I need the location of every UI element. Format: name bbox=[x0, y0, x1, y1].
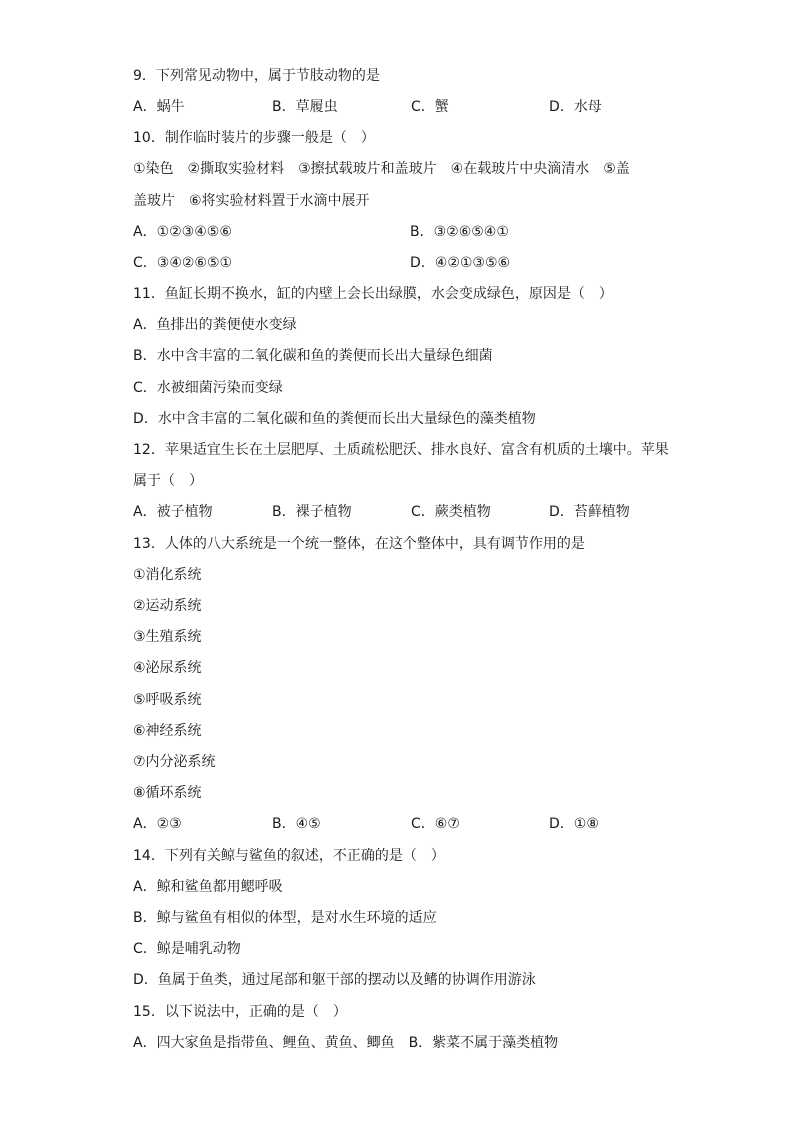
q11-option-b[interactable]: B．水中含丰富的二氧化碳和鱼的粪便而长出大量绿色细菌 bbox=[133, 348, 493, 364]
q13-item-6: ⑥神经系统 bbox=[133, 723, 202, 739]
q9-options bbox=[133, 97, 664, 117]
q11-stem: 11．鱼缸长期不换水，缸的内壁上会长出绿膜，水会变成绿色，原因是（ ） bbox=[133, 286, 613, 302]
q9-stem: 9．下列常见动物中，属于节肢动物的是 bbox=[133, 68, 380, 84]
q14-option-d[interactable]: D．鱼属于鱼类，通过尾部和躯干部的摆动以及鳍的协调作用游泳 bbox=[133, 972, 536, 988]
q14-option-c[interactable]: C．鲸是哺乳动物 bbox=[133, 941, 241, 957]
q13-item-4: ④泌尿系统 bbox=[133, 660, 202, 676]
q11-option-a[interactable]: A．鱼排出的粪便使水变绿 bbox=[133, 317, 297, 333]
q13-item-1: ①消化系统 bbox=[133, 567, 202, 583]
q12-options bbox=[133, 502, 664, 522]
q15-stem: 15．以下说法中，正确的是（ ） bbox=[133, 1004, 347, 1020]
q9-option-b[interactable]: B．草履虫 bbox=[272, 99, 338, 115]
q14-option-a[interactable]: A．鲸和鲨鱼都用鳃呼吸 bbox=[133, 879, 283, 895]
q9-option-d[interactable]: D．水母 bbox=[549, 99, 602, 115]
q13-option-d[interactable]: D．①⑧ bbox=[549, 816, 599, 832]
q14-stem: 14．下列有关鲸与鲨鱼的叙述，不正确的是（ ） bbox=[133, 848, 445, 864]
q10-steps-line1: ①染色 ②撕取实验材料 ③擦拭载玻片和盖玻片 ④在载玻片中央滴清水 ⑤盖 bbox=[133, 161, 630, 177]
q10-options-row1 bbox=[133, 222, 664, 242]
q10-steps-line2: 盖玻片 ⑥将实验材料置于水滴中展开 bbox=[133, 193, 370, 209]
q9-option-a[interactable]: A．蜗牛 bbox=[133, 99, 185, 115]
q10-options-row2 bbox=[133, 253, 664, 273]
q10-option-a[interactable]: A．①②③④⑤⑥ bbox=[133, 224, 232, 240]
q14-option-b[interactable]: B．鲸与鲨鱼有相似的体型，是对水生环境的适应 bbox=[133, 910, 437, 926]
q12-stem-line1: 12．苹果适宜生长在土层肥厚、土质疏松肥沃、排水良好、富含有机质的土壤中。苹果 bbox=[133, 442, 669, 458]
q15-options-line[interactable]: A．四大家鱼是指带鱼、鲤鱼、黄鱼、鲫鱼 B．紫菜不属于藻类植物 bbox=[133, 1035, 559, 1051]
q13-options bbox=[133, 814, 664, 834]
q12-option-a[interactable]: A．被子植物 bbox=[133, 504, 213, 520]
q12-stem-line2: 属于（ ） bbox=[133, 473, 203, 489]
q12-option-d[interactable]: D．苔藓植物 bbox=[549, 504, 630, 520]
q13-item-3: ③生殖系统 bbox=[133, 629, 202, 645]
q11-option-c[interactable]: C．水被细菌污染而变绿 bbox=[133, 380, 283, 396]
q13-option-a[interactable]: A．②③ bbox=[133, 816, 182, 832]
q13-stem: 13．人体的八大系统是一个统一整体，在这个整体中，具有调节作用的是 bbox=[133, 536, 585, 552]
q13-item-2: ②运动系统 bbox=[133, 598, 202, 614]
q12-option-c[interactable]: C．蕨类植物 bbox=[411, 504, 491, 520]
q13-option-b[interactable]: B．④⑤ bbox=[272, 816, 321, 832]
q12-option-b[interactable]: B．裸子植物 bbox=[272, 504, 352, 520]
q10-option-d[interactable]: D．④②①③⑤⑥ bbox=[410, 255, 511, 271]
q11-option-d[interactable]: D．水中含丰富的二氧化碳和鱼的粪便而长出大量绿色的藻类植物 bbox=[133, 411, 536, 427]
q10-option-c[interactable]: C．③④②⑥⑤① bbox=[133, 255, 233, 271]
q13-item-5: ⑤呼吸系统 bbox=[133, 692, 202, 708]
q13-item-8: ⑧循环系统 bbox=[133, 785, 202, 801]
q9-option-c[interactable]: C．蟹 bbox=[411, 99, 449, 115]
q13-option-c[interactable]: C．⑥⑦ bbox=[411, 816, 460, 832]
q10-option-b[interactable]: B．③②⑥⑤④① bbox=[410, 224, 509, 240]
q13-item-7: ⑦内分泌系统 bbox=[133, 754, 216, 770]
q10-stem: 10．制作临时装片的步骤一般是（ ） bbox=[133, 130, 375, 146]
